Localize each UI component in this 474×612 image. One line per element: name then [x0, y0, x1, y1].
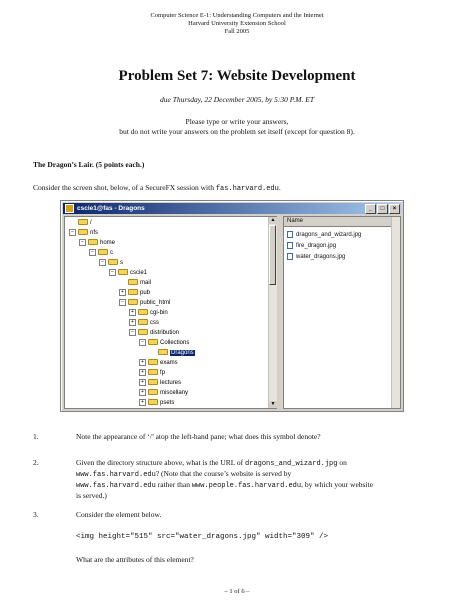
close-button[interactable]: × [389, 204, 400, 214]
header-line-1: Computer Science E-1: Understanding Computers and the Internet [150, 12, 324, 19]
folder-icon [128, 289, 138, 295]
question-2-number: 2. [33, 458, 39, 467]
file-item[interactable] [287, 230, 361, 240]
folder-icon [148, 359, 158, 365]
q2-filename: dragons_and_wizard.jpg [245, 460, 338, 468]
tree-item[interactable] [89, 248, 113, 258]
file-item-label: fire_dragon.jpg [296, 243, 337, 249]
question-2-text [76, 458, 441, 501]
folder-icon [98, 249, 108, 255]
tree-item[interactable] [69, 218, 92, 228]
tree-item-label: public_html [140, 300, 171, 306]
folder-icon [148, 399, 158, 405]
page-footer: – 1 of 6 – [224, 588, 250, 595]
tree-item-label: css [150, 320, 159, 326]
tree-item-label: Collections [160, 340, 190, 346]
tree-item-label: cscie1 [130, 270, 148, 276]
consider-text: Consider the screen shot, below, of a SecureFX session with [33, 183, 216, 192]
course-header [0, 12, 474, 36]
tree-item-label: s [120, 260, 123, 266]
tree-item-label: lectures [160, 380, 182, 386]
tree-item[interactable] [139, 368, 165, 378]
tree-item[interactable] [139, 388, 188, 398]
folder-icon [78, 219, 88, 225]
folder-icon [138, 319, 148, 325]
collapse-icon[interactable]: − [99, 259, 106, 266]
tree-item-label: fp [160, 370, 166, 376]
file-item[interactable] [287, 241, 336, 251]
tree-item-label: mail [140, 280, 152, 286]
folder-icon [128, 279, 138, 285]
window-app-icon [65, 204, 74, 213]
collapse-icon[interactable]: − [129, 329, 136, 336]
tree-item-label: psets [160, 400, 175, 406]
q2-url-3: www.people.fas.harvard.edu [191, 482, 302, 490]
tree-item-label: c [110, 250, 113, 256]
expand-icon[interactable]: + [139, 399, 146, 406]
scrollbar-thumb[interactable] [269, 225, 276, 285]
tree-item[interactable] [139, 338, 189, 348]
expand-icon[interactable]: + [139, 389, 146, 396]
tree-item[interactable] [129, 328, 179, 338]
instructions [0, 117, 474, 137]
tree-item[interactable] [129, 308, 168, 318]
collapse-icon[interactable]: − [119, 299, 126, 306]
q2-text-d: rather than [155, 480, 192, 489]
tree-item[interactable] [139, 378, 181, 388]
tree-item-label: nfs [90, 230, 99, 236]
header-line-3: Fall 2005 [224, 28, 250, 35]
header-line-2: Harvard University Extension School [188, 20, 286, 27]
collapse-icon[interactable]: − [69, 229, 76, 236]
tree-item-label: exams [160, 360, 178, 366]
consider-sentence [33, 183, 281, 193]
tree-item[interactable] [129, 318, 159, 328]
tree-item-label: pub [140, 290, 151, 296]
q2-text-e: , by which your website [301, 480, 373, 489]
consider-host: fas.harvard.edu [215, 185, 279, 193]
folder-icon [138, 309, 148, 315]
name-column-header[interactable]: Name [284, 217, 392, 227]
question-3-code: <img height="515" src="water_dragons.jpg" width="309" /> [76, 533, 329, 541]
q2-text-b: on [337, 458, 347, 467]
consider-end: . [278, 183, 281, 192]
expand-icon[interactable]: + [129, 309, 136, 316]
q2-url-1: www.fas.harvard.edu [76, 471, 156, 479]
tree-item-label: / [90, 220, 92, 226]
folder-icon [78, 229, 88, 235]
securefx-window [60, 200, 404, 412]
expand-icon[interactable]: + [139, 359, 146, 366]
folder-icon [148, 389, 158, 395]
tree-item[interactable] [109, 268, 147, 278]
expand-icon[interactable]: + [139, 379, 146, 386]
tree-item[interactable] [79, 238, 115, 248]
tree-item-label: miscellany [160, 390, 189, 396]
folder-icon [148, 379, 158, 385]
scroll-up-icon[interactable]: ▲ [270, 217, 276, 223]
tree-item[interactable] [119, 288, 150, 298]
folder-icon [148, 339, 158, 345]
instructions-line-2: but do not write your answers on the problem set itself (except for question 8). [119, 127, 355, 136]
question-3-followup: What are the attributes of this element? [76, 555, 194, 564]
tree-item-label: cgi-bin [150, 310, 168, 316]
question-1-text: Note the appearance of ‘/’ atop the left-hand pane; what does this symbol denote? [76, 432, 321, 441]
collapse-icon[interactable]: − [79, 239, 86, 246]
file-item-label: water_dragons.jpg [296, 254, 346, 260]
minimize-button[interactable]: _ [365, 204, 376, 214]
due-date: due Thursday, 22 December 2005, by 5:30 P.M. ET [159, 95, 314, 104]
collapse-icon[interactable]: − [139, 339, 146, 346]
folder-tree-pane [64, 216, 278, 409]
folder-icon [128, 299, 138, 305]
file-list-scrollbar[interactable] [391, 217, 400, 408]
folder-icon [88, 239, 98, 245]
tree-item[interactable] [99, 258, 123, 268]
tree-item[interactable] [119, 278, 151, 288]
collapse-icon[interactable]: − [89, 249, 96, 256]
pane-splitter[interactable] [277, 216, 282, 409]
maximize-button[interactable]: □ [377, 204, 388, 214]
instructions-line-1: Please type or write your answers, [185, 117, 289, 126]
tree-item-label: Dragons [171, 350, 194, 356]
image-file-icon [287, 242, 293, 249]
window-title: cscie1@fas - Dragons [77, 205, 145, 212]
scroll-down-icon[interactable]: ▼ [270, 401, 276, 407]
question-3-number: 3. [33, 510, 39, 519]
q2-url-2: www.fas.harvard.edu [76, 482, 156, 490]
q2-text-a: Given the directory structure above, what is the URL of [76, 458, 246, 467]
folder-icon [138, 329, 148, 335]
file-list-pane [283, 216, 401, 409]
tree-scrollbar[interactable] [268, 217, 277, 408]
tree-item[interactable] [139, 398, 174, 408]
image-file-icon [287, 231, 293, 238]
folder-icon [158, 349, 168, 355]
file-item[interactable] [287, 252, 345, 262]
q2-text-f: is served.) [76, 491, 107, 500]
question-1-number: 1. [33, 432, 39, 441]
folder-icon [108, 259, 118, 265]
tree-item[interactable] [69, 228, 98, 238]
tree-item-label: distribution [150, 330, 180, 336]
question-3-text: Consider the element below. [76, 510, 162, 519]
image-file-icon [287, 253, 293, 260]
tree-item[interactable] [139, 358, 178, 368]
page-title: Problem Set 7: Website Development [118, 68, 356, 84]
window-title-bar[interactable] [63, 203, 401, 214]
expand-icon[interactable]: + [119, 289, 126, 296]
expand-icon[interactable]: + [139, 369, 146, 376]
folder-icon [148, 369, 158, 375]
section-heading: The Dragon’s Lair. (5 points each.) [33, 160, 145, 169]
folder-icon [118, 269, 128, 275]
tree-item[interactable] [119, 298, 170, 308]
q2-text-c: ? (Note that the course’s website is served by [155, 469, 292, 478]
expand-icon[interactable]: + [129, 319, 136, 326]
file-item-label: dragons_and_wizard.jpg [296, 232, 362, 238]
collapse-icon[interactable]: − [109, 269, 116, 276]
tree-item-label: home [100, 240, 116, 246]
window-controls [364, 204, 400, 215]
tree-item[interactable] [149, 348, 195, 358]
